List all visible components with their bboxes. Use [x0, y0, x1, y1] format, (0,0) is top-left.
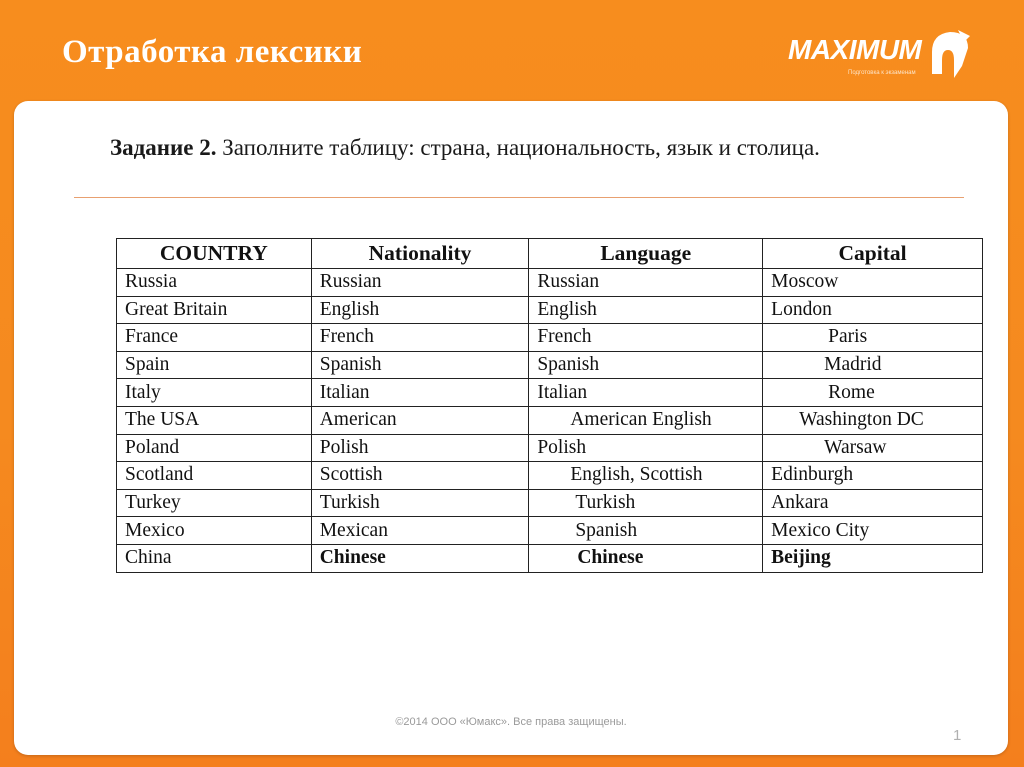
slide-title: Отработка лексики: [62, 34, 363, 70]
table-row: [117, 296, 983, 324]
cell-language: Italian: [529, 379, 763, 407]
cell-nationality: English: [311, 296, 529, 324]
logo-text: MAXIMUM: [788, 34, 922, 65]
cell-nationality: Chinese: [311, 544, 529, 572]
table-row: [117, 406, 983, 434]
cell-country: Italy: [117, 379, 312, 407]
page-number: 1: [953, 727, 962, 744]
cell-nationality: American: [311, 406, 529, 434]
cell-language: American English: [529, 406, 763, 434]
divider: [74, 197, 964, 198]
cell-language: English: [529, 296, 763, 324]
logo-tagline: Подготовка к экзаменам: [848, 70, 916, 76]
header-capital: Capital: [763, 239, 983, 269]
task-instruction: Заполните таблицу: страна, национальность, язык и столица.: [222, 135, 820, 160]
table-row: [117, 379, 983, 407]
cell-country: Great Britain: [117, 296, 312, 324]
cell-nationality: Turkish: [311, 489, 529, 517]
cell-nationality: Polish: [311, 434, 529, 462]
copyright-footer: ©2014 ООО «Юмакс». Все права защищены.: [395, 716, 627, 728]
cell-capital: Madrid: [763, 351, 983, 379]
cell-country: Turkey: [117, 489, 312, 517]
task-label: Задание 2.: [110, 135, 217, 160]
cell-capital: London: [763, 296, 983, 324]
cell-country: Spain: [117, 351, 312, 379]
cell-language: Spanish: [529, 351, 763, 379]
header-country: COUNTRY: [117, 239, 312, 269]
table-row: [117, 517, 983, 545]
cell-country: Poland: [117, 434, 312, 462]
cell-nationality: Italian: [311, 379, 529, 407]
cell-nationality: French: [311, 324, 529, 352]
header-nationality: Nationality: [311, 239, 529, 269]
cell-nationality: Scottish: [311, 462, 529, 490]
cell-capital: Mexico City: [763, 517, 983, 545]
vocabulary-table: [116, 238, 983, 573]
cell-capital: Warsaw: [763, 434, 983, 462]
cell-capital: Washington DC: [763, 406, 983, 434]
cell-country: China: [117, 544, 312, 572]
cell-nationality: Mexican: [311, 517, 529, 545]
cell-language: Spanish: [529, 517, 763, 545]
table-row: [117, 351, 983, 379]
cell-country: The USA: [117, 406, 312, 434]
table-row: [117, 324, 983, 352]
cell-language: French: [529, 324, 763, 352]
cell-nationality: Russian: [311, 269, 529, 297]
cell-capital: Ankara: [763, 489, 983, 517]
cell-country: Scotland: [117, 462, 312, 490]
table-row: [117, 462, 983, 490]
task-text: [110, 131, 910, 165]
header-language: Language: [529, 239, 763, 269]
cell-language: Chinese: [529, 544, 763, 572]
cell-capital: Beijing: [763, 544, 983, 572]
cell-capital: Rome: [763, 379, 983, 407]
table-row: [117, 269, 983, 297]
cell-nationality: Spanish: [311, 351, 529, 379]
table-row: [117, 544, 983, 572]
cell-country: Mexico: [117, 517, 312, 545]
cell-language: English, Scottish: [529, 462, 763, 490]
maximum-logo: [786, 26, 976, 82]
cell-country: Russia: [117, 269, 312, 297]
logo-mark-icon: [924, 26, 974, 82]
cell-language: Turkish: [529, 489, 763, 517]
cell-capital: Moscow: [763, 269, 983, 297]
cell-language: Russian: [529, 269, 763, 297]
table-row: [117, 489, 983, 517]
cell-capital: Paris: [763, 324, 983, 352]
table-row: [117, 434, 983, 462]
content-card: [14, 101, 1008, 755]
cell-country: France: [117, 324, 312, 352]
cell-capital: Edinburgh: [763, 462, 983, 490]
table-header-row: [117, 239, 983, 269]
cell-language: Polish: [529, 434, 763, 462]
